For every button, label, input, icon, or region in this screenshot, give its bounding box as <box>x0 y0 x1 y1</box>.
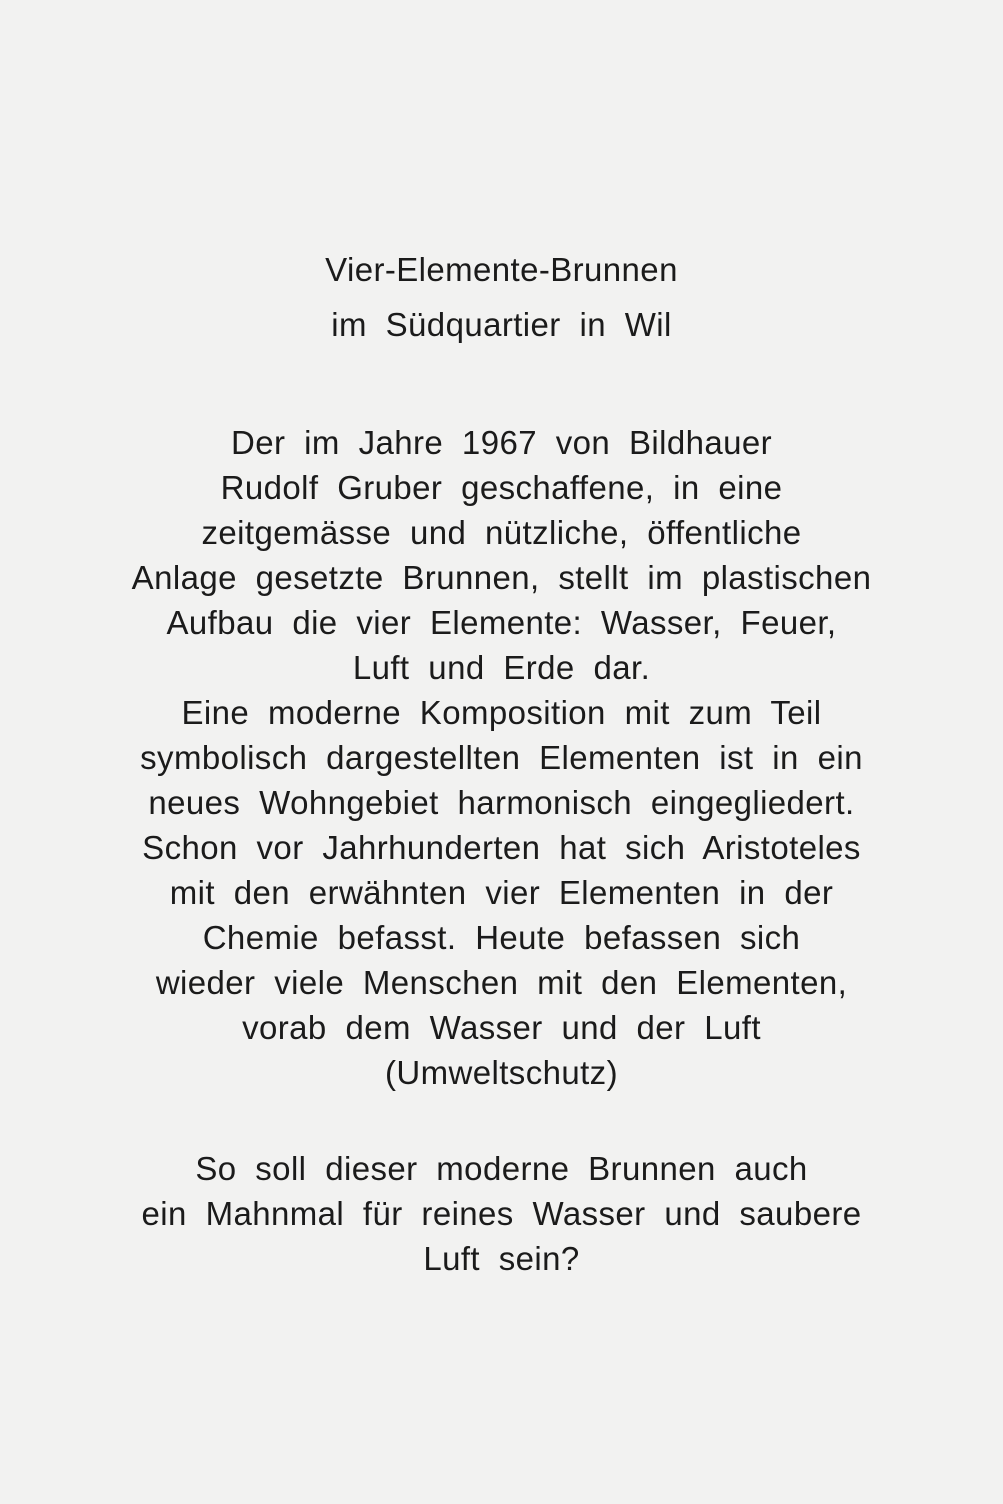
body-line: (Umweltschutz) <box>385 1054 618 1091</box>
body-line: Rudolf Gruber geschaffene, in eine <box>220 469 783 506</box>
body-line: Anlage gesetzte Brunnen, stellt im plastischen <box>131 559 872 596</box>
body-line: zeitgemässe und nützliche, öffentliche <box>201 514 802 551</box>
body-line: symbolisch dargestellten Elementen ist in ein <box>140 739 863 776</box>
title-block <box>0 242 1003 352</box>
closing-line: Luft sein? <box>423 1240 580 1277</box>
body-line: vorab dem Wasser und der Luft <box>242 1009 761 1046</box>
body-line: neues Wohngebiet harmonisch eingegliedert. <box>148 784 855 821</box>
body-line: Chemie befasst. Heute befassen sich <box>202 919 801 956</box>
body-line: wieder viele Menschen mit den Elementen, <box>155 964 848 1001</box>
body-line: Aufbau die vier Elemente: Wasser, Feuer, <box>166 604 837 641</box>
body-line: Luft und Erde dar. <box>352 649 651 686</box>
title-line: Vier-Elemente-Brunnen <box>325 251 678 288</box>
body-line: Schon vor Jahrhunderten hat sich Aristoteles <box>142 829 861 866</box>
body-line: Der im Jahre 1967 von Bildhauer <box>230 424 773 461</box>
body-line: Eine moderne Komposition mit zum Teil <box>181 694 822 731</box>
body-paragraph <box>0 420 1003 1095</box>
closing-line: ein Mahnmal für reines Wasser und saubere <box>141 1195 862 1232</box>
closing-line: So soll dieser moderne Brunnen auch <box>195 1150 808 1187</box>
closing-paragraph <box>0 1146 1003 1281</box>
subtitle-line: im Südquartier in Wil <box>331 306 672 343</box>
body-line: mit den erwähnten vier Elementen in der <box>169 874 834 911</box>
